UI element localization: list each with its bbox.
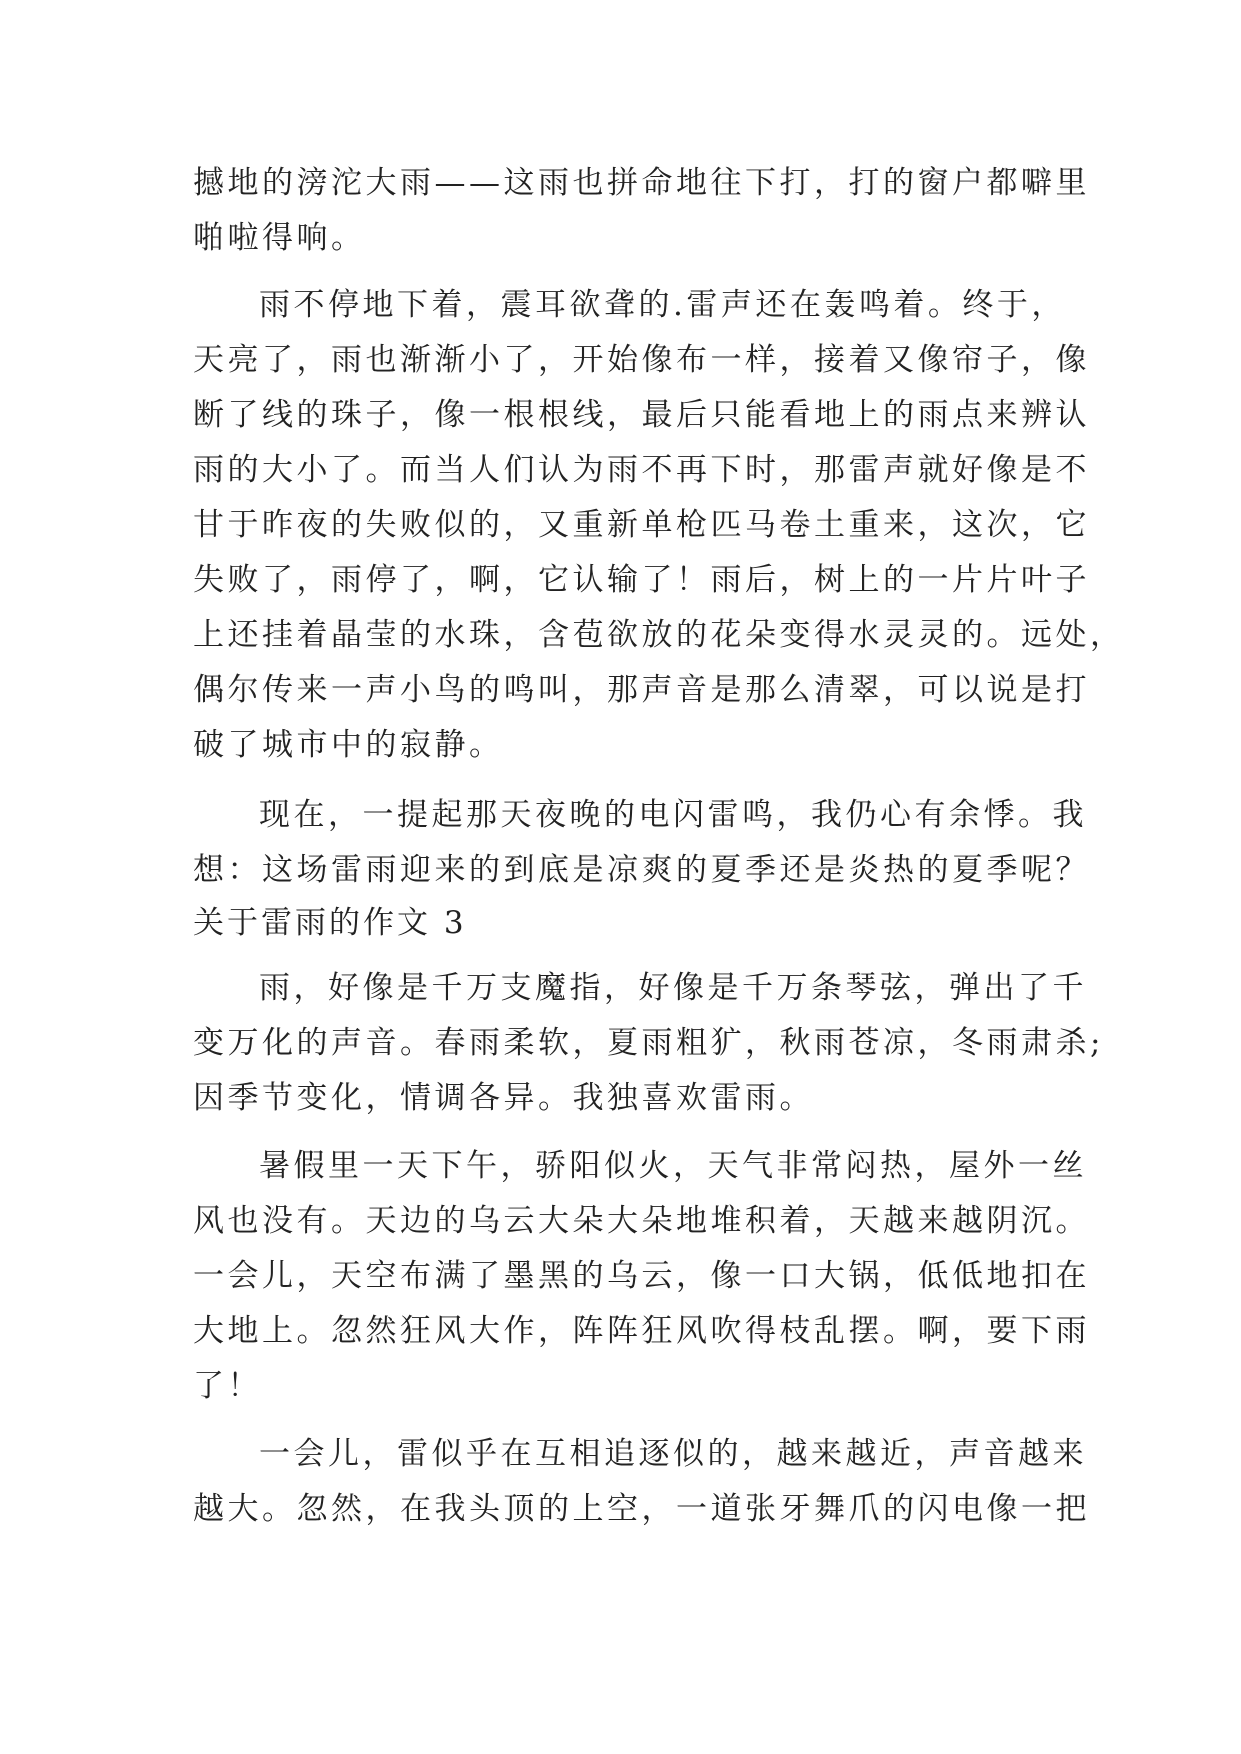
text-line: 断了线的珠子，像一根根线，最后只能看地上的雨点来辨认 bbox=[193, 397, 1090, 433]
text-line: 雨的大小了。而当人们认为雨不再下时，那雷声就好像是不 bbox=[193, 452, 1090, 488]
text-line: 大地上。忽然狂风大作，阵阵狂风吹得枝乱摆。啊，要下雨 bbox=[193, 1313, 1090, 1349]
text-line: 撼地的滂沱大雨——这雨也拼命地往下打，打的窗户都噼里 bbox=[193, 165, 1090, 201]
paragraph-start-line: 一会儿，雷似乎在互相追逐似的，越来越近，声音越来 bbox=[259, 1436, 1087, 1472]
paragraph-start-line: 现在，一提起那天夜晚的电闪雷鸣，我仍心有余悸。我 bbox=[259, 797, 1087, 833]
text-line: 甘于昨夜的失败似的，又重新单枪匹马卷土重来，这次，它 bbox=[193, 507, 1090, 543]
text-line: 了！ bbox=[193, 1368, 262, 1404]
text-line: 破了城市中的寂静。 bbox=[193, 727, 504, 763]
text-line: 风也没有。天边的乌云大朵大朵地堆积着，天越来越阴沉。 bbox=[193, 1203, 1090, 1239]
paragraph-start-line: 雨不停地下着，震耳欲聋的.雷声还在轰鸣着。终于， bbox=[259, 287, 1066, 323]
paragraph-start-line: 暑假里一天下午，骄阳似火，天气非常闷热，屋外一丝 bbox=[259, 1148, 1087, 1184]
text-line: 因季节变化，情调各异。我独喜欢雷雨。 bbox=[193, 1080, 814, 1116]
text-line: 变万化的声音。春雨柔软，夏雨粗犷，秋雨苍凉，冬雨肃杀; bbox=[193, 1025, 1104, 1061]
text-line: 想：这场雷雨迎来的到底是凉爽的夏季还是炎热的夏季呢？ bbox=[193, 852, 1090, 888]
text-line: 失败了，雨停了，啊，它认输了！雨后，树上的一片片叶子 bbox=[193, 562, 1090, 598]
text-line: 啪啦得响。 bbox=[193, 220, 366, 256]
paragraph-start-line: 雨，好像是千万支魔指，好像是千万条琴弦，弹出了千 bbox=[259, 970, 1087, 1006]
text-line: 偶尔传来一声小鸟的鸣叫，那声音是那么清翠，可以说是打 bbox=[193, 672, 1090, 708]
section-heading: 关于雷雨的作文 3 bbox=[193, 905, 467, 941]
text-line: 上还挂着晶莹的水珠，含苞欲放的花朵变得水灵灵的。远处， bbox=[193, 617, 1125, 653]
text-line: 越大。忽然，在我头顶的上空，一道张牙舞爪的闪电像一把 bbox=[193, 1491, 1090, 1527]
text-line: 一会儿，天空布满了墨黑的乌云，像一口大锅，低低地扣在 bbox=[193, 1258, 1090, 1294]
text-line: 天亮了，雨也渐渐小了，开始像布一样，接着又像帘子，像 bbox=[193, 342, 1090, 378]
